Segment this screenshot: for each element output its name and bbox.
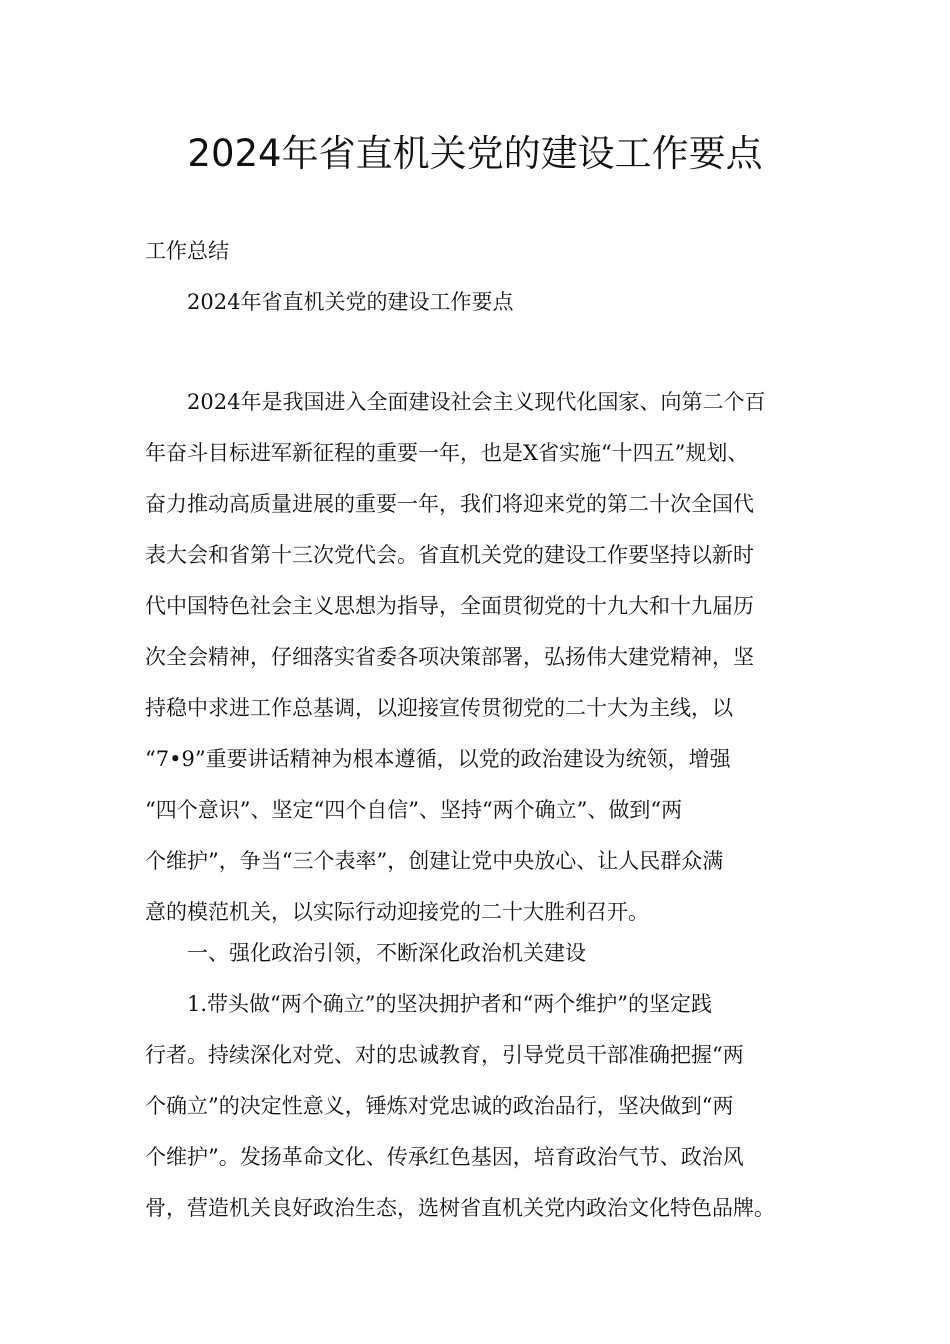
paragraph-line: 个维护”。发扬革命文化、传承红色基因，培育政治气节、政治风 [145,1145,744,1169]
paragraph-line: “四个意识”、坚定“四个自信”、坚持“两个确立”、做到“两 [145,798,683,822]
paragraph-line: 1.带头做“两个确立”的坚决拥护者和“两个维护”的坚定践 [187,992,712,1016]
intro-paragraph [145,377,835,938]
paragraph-line: 表大会和省第十三次党代会。省直机关党的建设工作要坚持以新时 [145,543,754,567]
paragraph-line: “7•9”重要讲话精神为根本遵循，以党的政治建设为统领，增强 [145,747,731,771]
category-label: 工作总结 [145,239,229,263]
paragraph-line: 个确立”的决定性意义，锤炼对党忠诚的政治品行，坚决做到“两 [145,1094,734,1118]
paragraph-line: 奋力推动高质量进展的重要一年，我们将迎来党的第二十次全国代 [145,492,754,516]
paragraph-line: 年奋斗目标进军新征程的重要一年，也是X省实施“十四五”规划、 [145,441,749,465]
paragraph-line: 持稳中求进工作总基调，以迎接宣传贯彻党的二十大为主线，以 [145,696,733,720]
document-title: 2024年省直机关党的建设工作要点 [187,132,763,175]
paragraph-line: 次全会精神，仔细落实省委各项决策部署，弘扬伟大建党精神，坚 [145,645,754,669]
paragraph-line: 代中国特色社会主义思想为指导，全面贯彻党的十九大和十九届历 [145,594,754,618]
section-heading-block [145,928,835,979]
paragraph-line: 行者。持续深化对党、对的忠诚教育，引导党员干部准确把握“两 [145,1043,744,1067]
item-1-paragraph [145,979,835,1234]
document-subtitle: 2024年省直机关党的建设工作要点 [187,290,514,314]
paragraph-line: 2024年是我国进入全面建设社会主义现代化国家、向第二个百 [187,390,766,414]
paragraph-line: 骨，营造机关良好政治生态，选树省直机关党内政治文化特色品牌。 [145,1196,775,1220]
paragraph-line: 个维护”，争当“三个表率”，创建让党中央放心、让人民群众满 [145,849,724,873]
paragraph-line: 意的模范机关，以实际行动迎接党的二十大胜利召开。 [145,900,649,924]
section-heading: 一、强化政治引领，不断深化政治机关建设 [187,941,586,965]
